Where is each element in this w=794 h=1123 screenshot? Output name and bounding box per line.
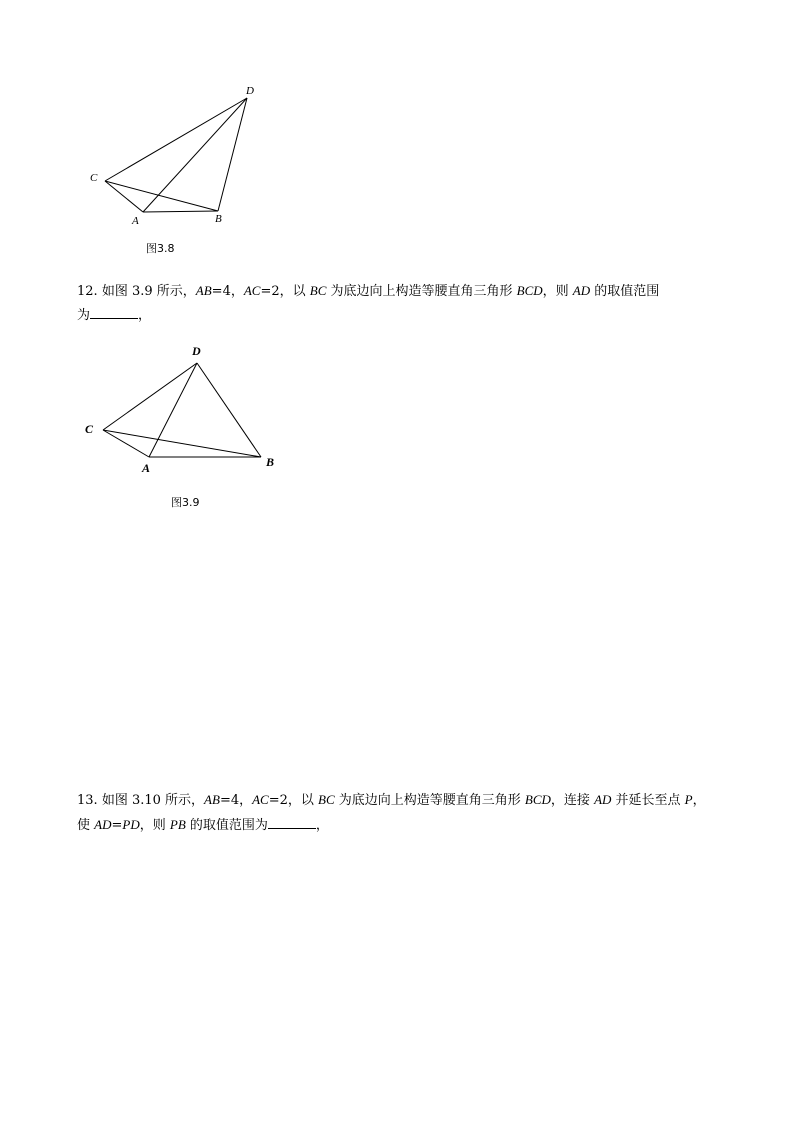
text: =4， (211, 284, 244, 299)
var: AD (572, 283, 591, 298)
segment-CD (103, 363, 197, 430)
segment-CB (105, 181, 218, 211)
label-B: B (215, 213, 222, 225)
segment-AD (149, 363, 197, 457)
text: 的取值范围 (590, 284, 660, 299)
figure-3-9 (80, 340, 290, 480)
var: AC (252, 792, 269, 807)
figure-3-8 (80, 80, 270, 235)
label-B: B (266, 455, 275, 469)
text: 为底边向上构造等腰直角三角形 (334, 793, 525, 808)
text: 如图 3.9 所示， (101, 284, 196, 299)
label-C: C (90, 172, 98, 184)
var: AC (243, 283, 261, 298)
var: PD (122, 817, 140, 832)
text: ， (692, 793, 706, 808)
figure-3-8-diagram (80, 80, 270, 235)
text: 并延长至点 (611, 793, 685, 808)
var: AB (195, 283, 212, 298)
label-D: D (246, 85, 254, 97)
text: =2，以 (260, 284, 310, 299)
text: ，则 (542, 284, 573, 299)
label-A: A (142, 461, 151, 475)
figure-3-9-diagram (80, 340, 290, 480)
segment-AB (143, 211, 218, 212)
text: 为 (77, 308, 91, 323)
var: BC (309, 283, 327, 298)
text: ，则 (139, 818, 170, 833)
figure-3-8-caption: 图3.8 (146, 242, 175, 255)
problem-13 (77, 788, 737, 838)
text: = (111, 818, 123, 833)
text: 使 (77, 818, 95, 833)
text: 的取值范围为 (185, 818, 268, 833)
text: 为底边向上构造等腰直角三角形 (326, 284, 517, 299)
text: ，连接 (550, 793, 595, 808)
label-D: D (192, 344, 201, 358)
text: ， (138, 308, 152, 323)
answer-blank[interactable] (90, 304, 138, 319)
text: =2，以 (268, 793, 319, 808)
var: PB (169, 817, 186, 832)
var: AB (204, 792, 220, 807)
var: AD (594, 792, 612, 807)
segment-CD (105, 98, 247, 181)
figure-3-9-caption: 图3.9 (171, 496, 200, 509)
var: P (684, 792, 693, 807)
label-C: C (85, 422, 94, 436)
label-A: A (132, 215, 139, 227)
var: BCD (524, 792, 551, 807)
var: BC (318, 792, 335, 807)
text: =4， (219, 793, 253, 808)
segment-BD (218, 98, 247, 211)
problem-12-number: 12. (77, 284, 98, 299)
var: AD (94, 817, 112, 832)
problem-12 (77, 279, 737, 328)
answer-blank[interactable] (268, 814, 316, 829)
segment-BD (197, 363, 261, 457)
var: BCD (516, 283, 543, 298)
problem-13-number: 13. (77, 793, 98, 808)
text: ， (315, 818, 329, 833)
text: 如图 3.10 所示， (101, 793, 205, 808)
